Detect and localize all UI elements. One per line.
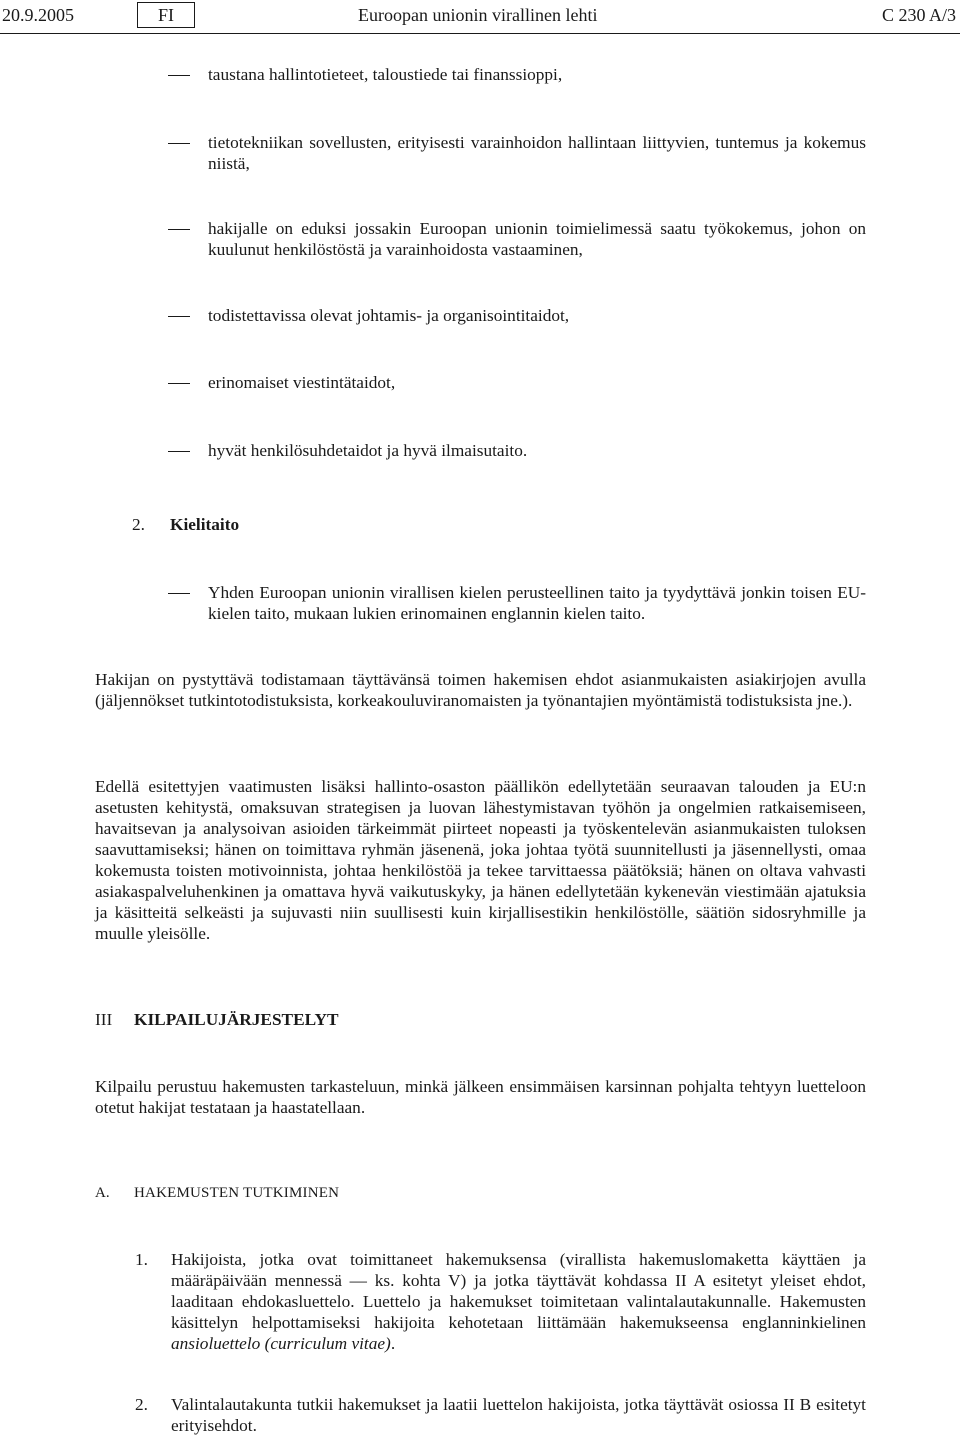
list-item: tietotekniikan sovellusten, erityisesti varainhoidon hallintaan liittyvien, tuntemus ja kokemus niistä, <box>208 133 866 173</box>
dash-bullet-icon <box>168 229 190 230</box>
list-item: hakijalle on eduksi jossakin Euroopan unionin toimielimessä saatu työkokemus, johon on kuulunut henkilöstöstä ja varainhoidosta vastaaminen, <box>208 219 866 259</box>
item-number: 2. <box>135 1395 148 1414</box>
evidence-paragraph: Hakijan on pystyttävä todistamaan täyttävänsä toimen hakemisen ehdot asianmukaisten asiakirjojen avulla (jäljennökset tutkintotodistuksista, korkeakouluviranomaisten ja työnantajien myöntämistä todistuksista jne.). <box>95 670 866 710</box>
list-item: Yhden Euroopan unionin virallisen kielen perusteellinen taito ja tyydyttävä jonkin toisen EU-kielen taito, mukaan lukien erinomainen englannin kielen taito. <box>208 583 866 623</box>
list-item: Valintalautakunta tutkii hakemukset ja laatii luettelon hakijoista, jotka täyttävät osiossa II B esitetyt erityisehdot. <box>171 1395 866 1435</box>
list-item: taustana hallintotieteet, taloustiede tai finanssioppi, <box>208 65 563 84</box>
page-reference: C 230 A/3 <box>881 5 956 25</box>
header-rule <box>0 33 960 34</box>
publication-date: 20.9.2005 <box>2 5 74 25</box>
dash-bullet-icon <box>168 451 190 452</box>
list-item: todistettavissa olevat johtamis- ja organisointitaidot, <box>208 306 570 325</box>
dash-bullet-icon <box>168 75 190 76</box>
page-header <box>0 0 960 34</box>
journal-title: Euroopan unionin virallinen lehti <box>358 5 598 25</box>
section-number: 2. <box>132 515 145 534</box>
section-intro: Kilpailu perustuu hakemusten tarkasteluun, minkä jälkeen ensimmäisen karsinnan pohjalta tehtyyn luetteloon otetut hakijat testataan ja haastatellaan. <box>95 1077 866 1117</box>
dash-bullet-icon <box>168 383 190 384</box>
requirements-paragraph: Edellä esitettyjen vaatimusten lisäksi hallinto-osaston päällikön edellytetään seuraavan talouden ja EU:n asetusten kehitystä, omaksuvan strategisen ja luovan lähestymistavan työhön ja ongelmien ratkaisemiseen, havaitsevan ja analysoivan asioiden tärkeimmät piirteet nopeasti ja työskentelevän asianmukaisten tuloksen saavuttamiseksi; hänen on toimittava ryhmän jäsenenä, joka johtaa työtä suunnitellusti ja jäsennellysti, omaa kokemusta toisten motivoinnista, johtaa henkilöstöä ja tekee tarvittaessa päätöksiä; hänen on oltava vahvasti asiakaspalveluhenkinen ja omattava hyvä vaikutuskyky, ja hänen edellytetään kykenevän viestimään ajatuksia ja käsitteitä selkeästi ja sujuvasti niin suullisesti kuin kirjallisestikin henkilöstölle, säätiön sidosryhmille ja muulle yleisölle. <box>95 777 866 943</box>
language-badge: FI <box>137 2 195 28</box>
item-number: 1. <box>135 1250 148 1269</box>
section-title: KILPAILUJÄRJESTELYT <box>134 1010 339 1029</box>
subsection-letter: A. <box>95 1185 110 1201</box>
section-title: Kielitaito <box>170 515 240 534</box>
item-end: . <box>390 1334 396 1353</box>
section-number: III <box>95 1010 113 1029</box>
list-item: erinomaiset viestintätaidot, <box>208 373 396 392</box>
item-italic-text: ansioluettelo (curriculum vitae) <box>171 1334 391 1353</box>
list-item: hyvät henkilösuhdetaidot ja hyvä ilmaisutaito. <box>208 441 528 460</box>
dash-bullet-icon <box>168 593 190 594</box>
list-item <box>171 1249 866 1354</box>
dash-bullet-icon <box>168 316 190 317</box>
subsection-title: HAKEMUSTEN TUTKIMINEN <box>134 1185 340 1201</box>
dash-bullet-icon <box>168 143 190 144</box>
item-text: Hakijoista, jotka ovat toimittaneet hakemuksensa (virallista hakemuslomaketta käyttäen ja määräpäivään mennessä — ks. kohta V) ja jotka täyttävät kohdassa II A esitetyt yleiset ehdot, laaditaan ehdokasluettelo. Luettelo ja hakemukset toimitetaan valintalautakunnalle. Hakemusten käsittelyn helpottamiseksi hakijoita kehotetaan liittämään hakemukseensa englanninkielinen <box>171 1250 866 1332</box>
